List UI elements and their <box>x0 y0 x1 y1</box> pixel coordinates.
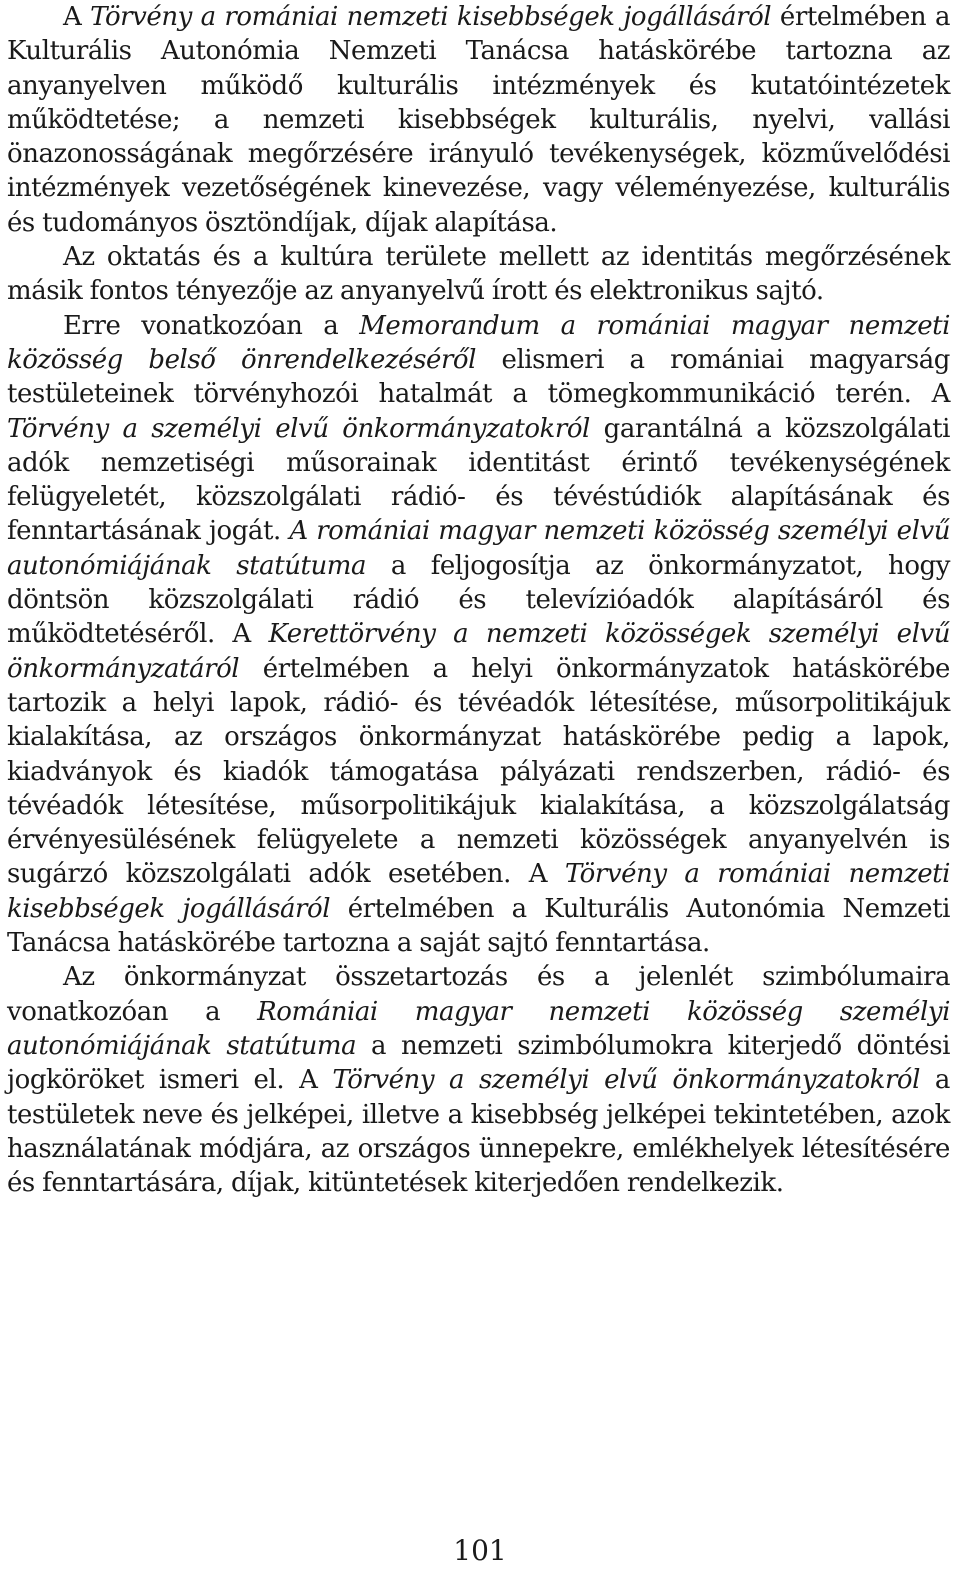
text-span: a testületek neve és jelképei, illetve a kisebbség jelképei tekintetében, azok használatának módjára, az országos ünnepekre, emlékhelyek létesítésére és fenntartására, díjak, kitüntetések kiterjedően rendelkezik. <box>7 1065 950 1199</box>
italic-title: Kerettörvény a nemzeti közösségek személyi elvű önkormányzatáról <box>7 619 950 684</box>
italic-title: Törvény a romániai nemzeti kisebbségek jogállásáról <box>7 859 950 924</box>
italic-title: A romániai magyar nemzeti közösség személyi elvű autonómiájának statútuma <box>7 516 950 581</box>
text-span: garantálná a közszolgálati adók nemzetiségi műsorainak identitást érintő tevékenységének felügyeletét, közszolgálati rádió- és tévéstúdiók alapításának és fenntartásának jogát. <box>7 413 950 547</box>
italic-title: Memorandum a romániai magyar nemzeti közösség belső önrendelkezéséről <box>7 310 951 375</box>
italic-title: Romániai magyar nemzeti közösség személyi autonómiájának statútuma <box>7 996 950 1061</box>
italic-title: Törvény a személyi elvű önkormányzatokról <box>7 413 590 444</box>
italic-title: Törvény a személyi elvű önkormányzatokról <box>332 1065 920 1096</box>
paragraph-4 <box>7 960 950 1200</box>
text-span: Erre vonatkozóan a <box>63 310 360 341</box>
paragraph-3 <box>7 309 950 961</box>
text-span: a nemzeti szimbólumokra kiterjedő döntési jogköröket ismeri el. A <box>7 1030 950 1096</box>
text-span: Az önkormányzat összetartozás és a jelenlét szimbólumaira vonatkozóan a <box>7 962 950 1027</box>
text-span: A <box>63 2 91 32</box>
body-text <box>7 0 950 1200</box>
paragraph-1 <box>7 0 950 240</box>
text-span: a feljogosítja az önkormányzatot, hogy döntsön közszolgálati rádió és televízióadók alapításáról és működtetéséről. A <box>7 550 950 650</box>
text-span: értelmében a Kulturális Autonómia Nemzeti Tanácsa hatáskörébe tartozna az anyanyelven működő kulturális intézmények és kutatóintézetek működtetése; a nemzeti kisebbségek kulturális, nyelvi, vallási önazonosságának megőrzésére irányuló tevékenységek, közművelődési intézmények vezetőségének kinevezése, vagy véleményezése, kulturális és tudományos ösztöndíjak, díjak alapítása. <box>7 2 950 238</box>
text-span: értelmében a helyi önkormányzatok hatáskörébe tartozik a helyi lapok, rádió- és tévéadók létesítése, műsorpolitikájuk kialakítása, az országos önkormányzat hatáskörébe pedig a lapok, kiadványok és kiadók támogatása pályázati rendszerben, rádió- és tévéadók létesítése, műsorpolitikájuk kialakítása, a közszolgálatság érvényesülésének felügyelete a nemzeti közösségek anyanyelvén is sugárzó közszolgálati adók esetében. A <box>7 653 950 890</box>
text-span: értelmében a Kulturális Autonómia Nemzeti Tanácsa hatáskörébe tartozna a saját sajtó fenntartása. <box>7 893 950 959</box>
paragraph-2 <box>7 240 950 309</box>
italic-title: Törvény a romániai nemzeti kisebbségek jogállásáról <box>90 2 772 32</box>
page-number: 101 <box>453 1534 507 1567</box>
text-span: elismeri a romániai magyarság testületeinek törvényhozói hatalmát a tömegkommunikáció terén. A <box>7 344 950 410</box>
text-span: Az oktatás és a kultúra területe mellett az identitás megőrzésének másik fontos tényezője az anyanyelvű írott és elektronikus sajtó. <box>7 242 950 307</box>
